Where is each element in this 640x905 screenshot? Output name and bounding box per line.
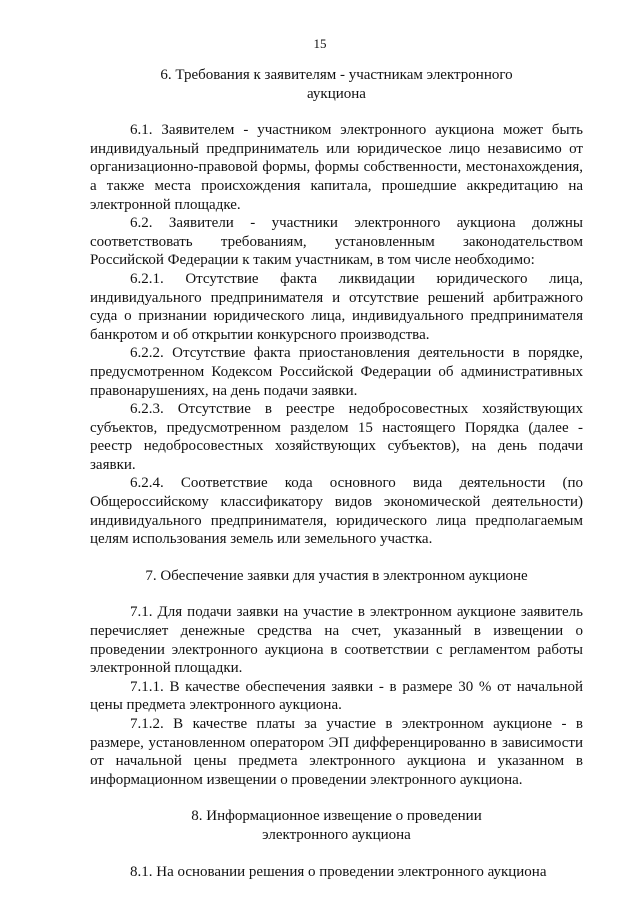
paragraph-6-2: 6.2. Заявители - участники электронного аукциона должны соответствовать требованиям, установленным законодательством Российской Федерации к таким участникам, в том числе необходимо:	[90, 215, 583, 269]
section-7	[90, 567, 583, 790]
paragraph-7-1: 7.1. Для подачи заявки на участие в электронном аукционе заявитель перечисляет денежные средства на счет, указанный в извещении о проведении электронного аукциона в соответствии с регламентом работы электронной площадки.	[90, 604, 583, 677]
paragraph-6-2-1: 6.2.1. Отсутствие факта ликвидации юридического лица, индивидуального предпринимателя и отсутствие решений арбитражного суда о признании юридического лица, индивидуального предпринимателя банкротом и об открытии конкурсного производства.	[90, 270, 583, 343]
paragraph-6-1: 6.1. Заявителем - участником электронного аукциона может быть индивидуальный предприниматель или юридическое лицо независимо от организационно-правовой формы, формы собственности, местонахождения, а также места происхождения капитала, прошедшие аккредитацию на электронной площадке.	[90, 122, 583, 213]
page-number: 15	[313, 36, 327, 51]
paragraph-6-2-4: 6.2.4. Соответствие кода основного вида деятельности (по Общероссийскому классификатору видов экономической деятельности) индивидуального предпринимателя, юридического лица предполагаемым целям использования земель или земельного участка.	[90, 475, 583, 548]
section-6	[90, 66, 583, 549]
paragraph-7-1-2: 7.1.2. В качестве платы за участие в электронном аукционе - в размере, установленном оператором ЭП дифференцированно в зависимости от начальной цены предмета электронного аукциона и указанном в информационном извещении о проведении электронного аукциона.	[90, 716, 583, 788]
section-6-heading	[90, 66, 583, 103]
paragraph-8-1: 8.1. На основании решения о проведении электронного аукциона	[130, 863, 547, 880]
section-7-heading	[90, 567, 583, 586]
section-8-heading	[90, 807, 583, 844]
heading-line: электронного аукциона	[262, 826, 411, 843]
heading-line: 8. Информационное извещение о проведении	[191, 808, 482, 825]
paragraph-6-2-3: 6.2.3. Отсутствие в реестре недобросовестных хозяйствующих субъектов, предусмотренном разделом 15 настоящего Порядка (далее - реестр недобросовестных хозяйствующих субъектов), на день подачи заявки.	[90, 401, 583, 473]
heading-line: 6. Требования к заявителям - участникам электронного	[160, 67, 513, 83]
heading-line: аукциона	[307, 85, 366, 102]
paragraph-6-2-2: 6.2.2. Отсутствие факта приостановления деятельности в порядке, предусмотренном Кодексом Российской Федерации об административных правонарушениях, на день подачи заявки.	[90, 345, 583, 399]
heading-line: 7. Обеспечение заявки для участия в электронном аукционе	[145, 567, 528, 584]
paragraph-7-1-1: 7.1.1. В качестве обеспечения заявки - в размере 30 % от начальной цены предмета электронного аукциона.	[90, 678, 583, 714]
section-8	[90, 807, 583, 881]
document-body	[90, 66, 583, 881]
